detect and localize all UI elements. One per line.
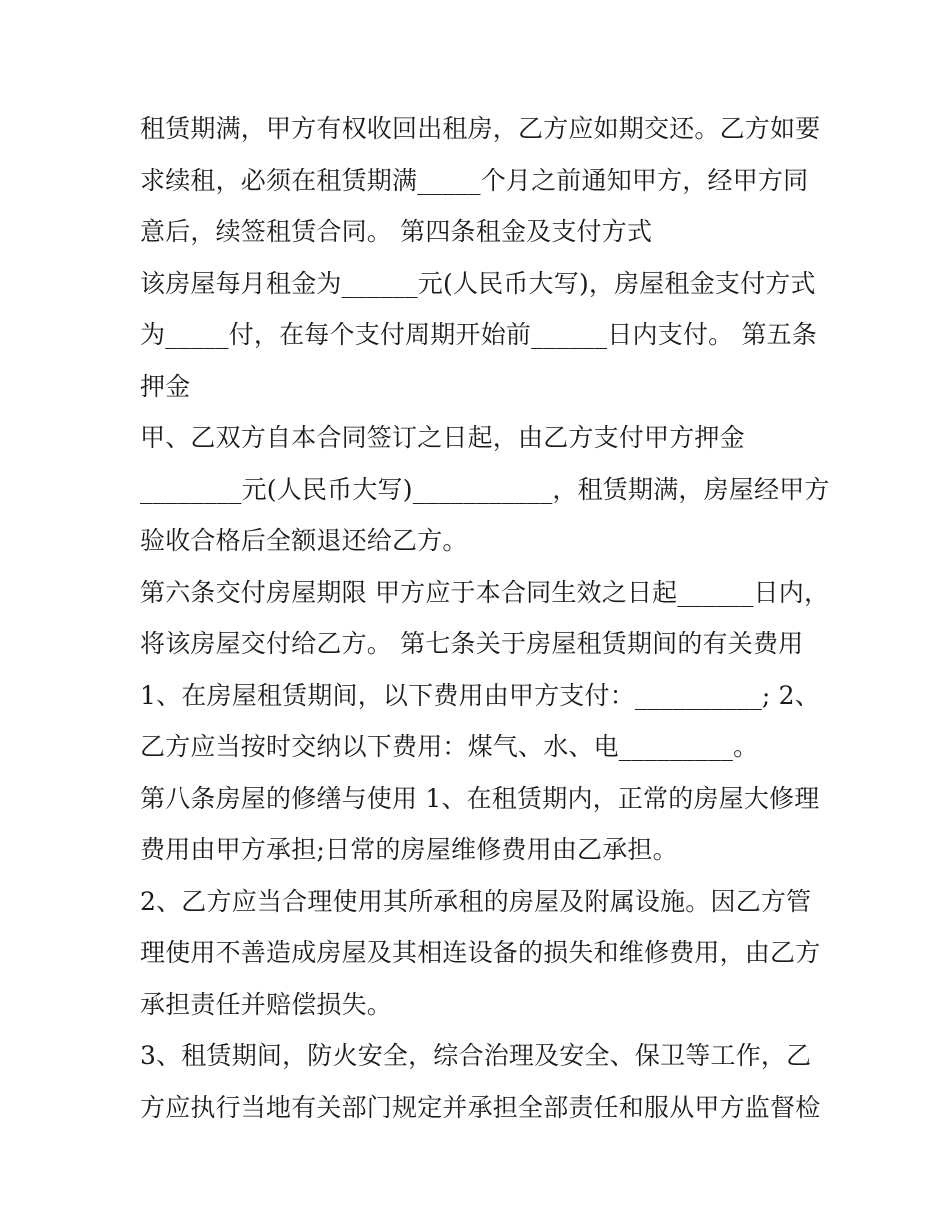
text-line: 验收合格后全额退还给乙方。 — [140, 526, 468, 555]
text-line: 该房屋每月租金为______元(人民币大写)，房屋租金支付方式 — [140, 268, 816, 298]
text-line: 第八条房屋的修缮与使用 1、在租赁期内，正常的房屋大修理 — [140, 783, 820, 813]
text-line: 第六条交付房屋期限 甲方应于本合同生效之日起______日内， — [140, 577, 830, 607]
text-line: 甲、乙双方自本合同签订之日起，由乙方支付甲方押金 — [140, 423, 745, 452]
text-line: 意后，续签租赁合同。 第四条租金及支付方式 — [140, 217, 653, 246]
text-line: 为_____付，在每个支付周期开始前______日内支付。 第五条 — [140, 320, 818, 349]
text-line: 费用由甲方承担;日常的房屋维修费用由乙承担。 — [140, 835, 678, 864]
text-line: 租赁期满，甲方有权收回出租房，乙方应如期交还。乙方如要 — [140, 114, 821, 143]
text-line: 押金 — [140, 371, 191, 401]
text-line: 理使用不善造成房屋及其相连设备的损失和维修费用，由乙方 — [140, 938, 821, 967]
text-line: 乙方应当按时交纳以下费用：煤气、水、电_________。 — [140, 732, 759, 761]
text-line: 承担责任并赔偿损失。 — [140, 989, 393, 1019]
text-line: 求续租，必须在租赁期满_____个月之前通知甲方，经甲方同 — [140, 165, 809, 195]
text-line: 1、在房屋租赁期间，以下费用由甲方支付：__________; 2、 — [140, 680, 820, 710]
text-line: 将该房屋交付给乙方。 第七条关于房屋租赁期间的有关费用 — [140, 629, 804, 658]
document-body — [140, 103, 830, 1133]
text-line: 2、乙方应当合理使用其所承租的房屋及附属设施。因乙方管 — [140, 886, 812, 916]
text-line: ________元(人民币大写)___________，租赁期满，房屋经甲方 — [140, 474, 830, 504]
text-line: 3、租赁期间，防火安全，综合治理及安全、保卫等工作，乙 — [140, 1041, 812, 1070]
text-line: 方应执行当地有关部门规定并承担全部责任和服从甲方监督检 — [140, 1092, 821, 1122]
